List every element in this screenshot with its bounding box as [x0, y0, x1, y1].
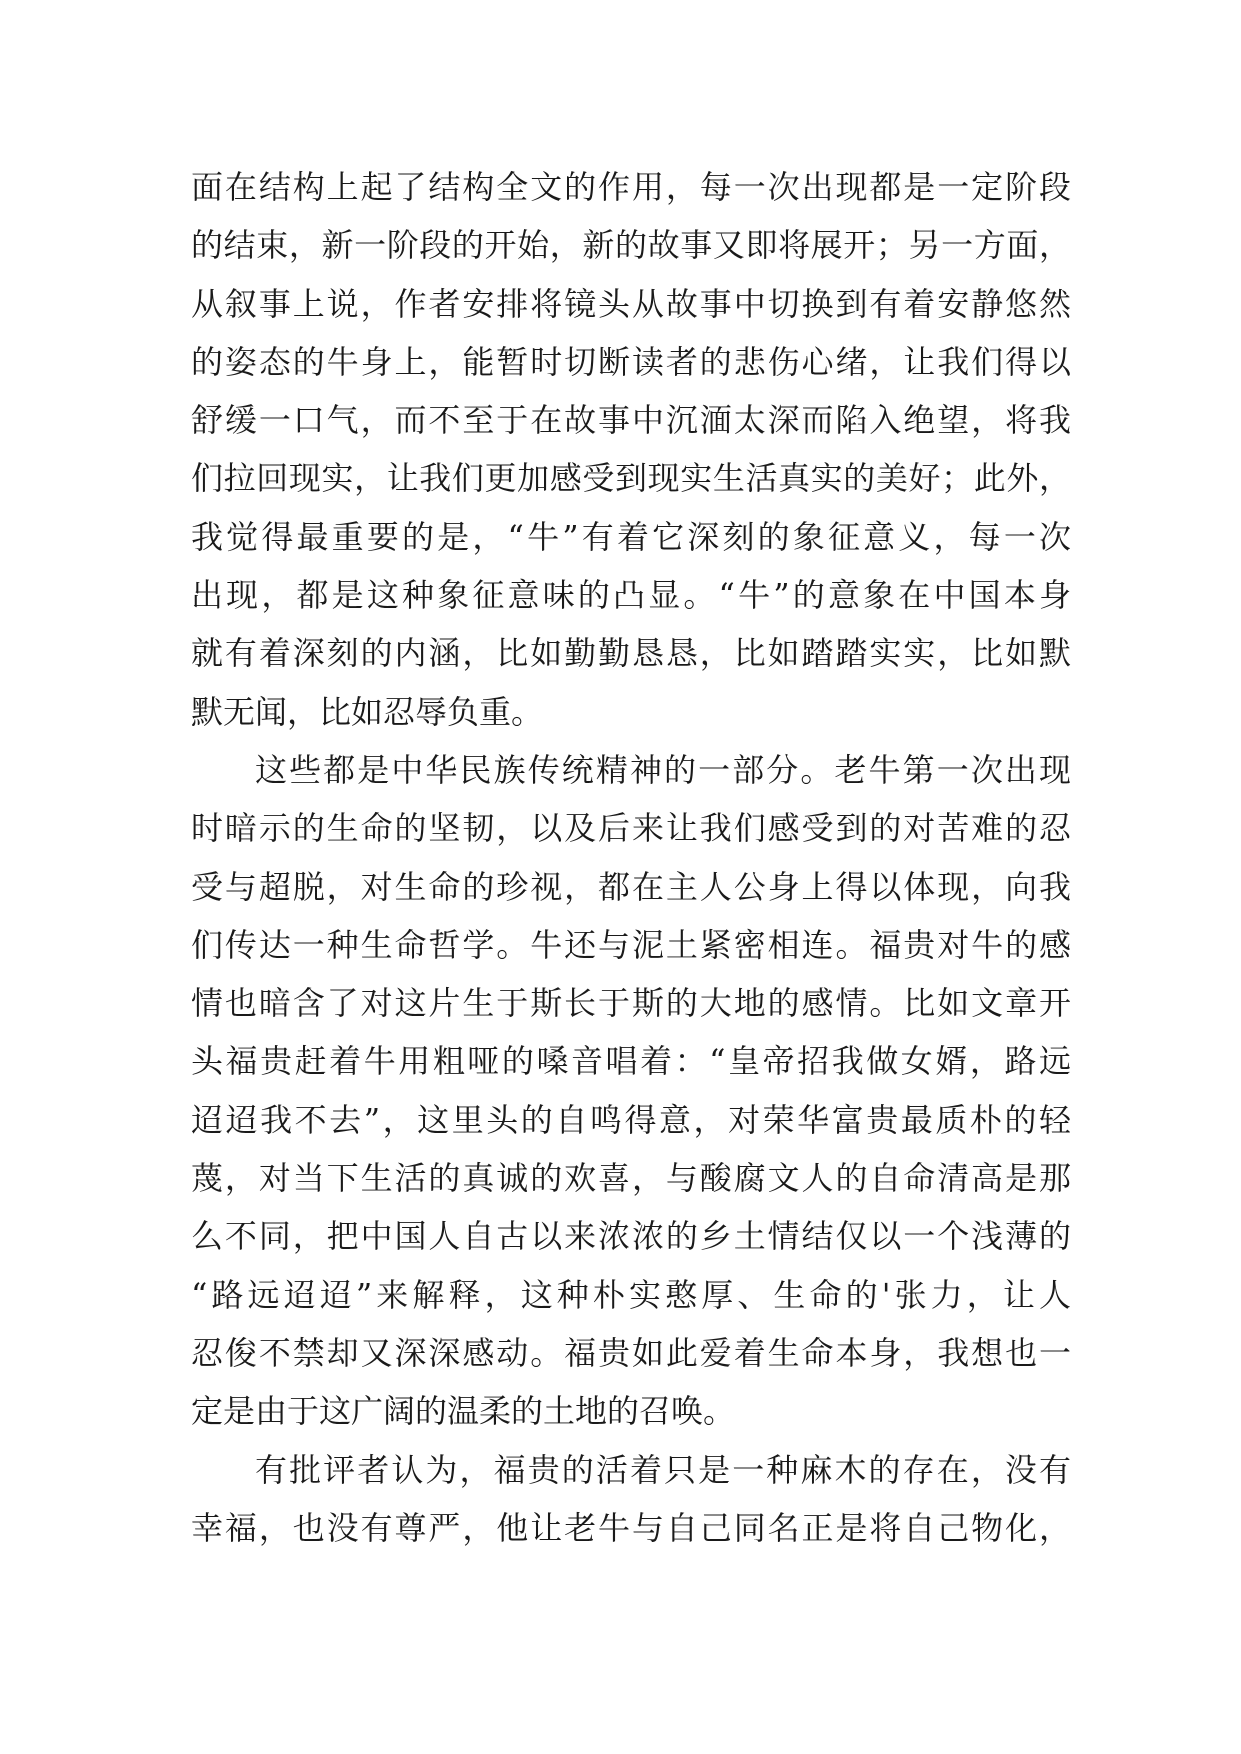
text-line: 出现，都是这种象征意味的凸显。“牛”的意象在中国本身 — [191, 576, 1071, 615]
text-line: “路远迢迢”来解释，这种朴实憨厚、生命的'张力，让人 — [191, 1275, 1071, 1314]
text-line: 面在结构上起了结构全文的作用，每一次出现都是一定阶段 — [191, 168, 1071, 206]
text-line: 迢迢我不去”，这里头的自鸣得意，对荣华富贵最质朴的轻 — [191, 1100, 1071, 1139]
body-text — [191, 158, 1071, 1557]
text-line: 受与超脱，对生命的珍视，都在主人公身上得以体现，向我 — [191, 867, 1071, 906]
text-line: 蔑，对当下生活的真诚的欢喜，与酸腐文人的自命清高是那 — [191, 1159, 1071, 1198]
text-line: 舒缓一口气，而不至于在故事中沉湎太深而陷入绝望，将我 — [191, 401, 1071, 440]
text-line: 头福贵赶着牛用粗哑的嗓音唱着：“皇帝招我做女婿，路远 — [191, 1042, 1071, 1081]
text-line: 们传达一种生命哲学。牛还与泥土紧密相连。福贵对牛的感 — [191, 925, 1071, 964]
text-line: 有批评者认为，福贵的活着只是一种麻木的存在，没有 — [255, 1450, 1071, 1489]
text-line: 我觉得最重要的是，“牛”有着它深刻的象征意义，每一次 — [191, 517, 1071, 556]
text-line: 的姿态的牛身上，能暂时切断读者的悲伤心绪，让我们得以 — [191, 342, 1071, 381]
text-line: 的结束，新一阶段的开始，新的故事又即将展开；另一方面， — [191, 226, 1071, 265]
text-line: 么不同，把中国人自古以来浓浓的乡土情结仅以一个浅薄的 — [191, 1217, 1071, 1256]
text-line: 情也暗含了对这片生于斯长于斯的大地的感情。比如文章开 — [191, 984, 1071, 1023]
text-line: 定是由于这广阔的温柔的土地的召唤。 — [191, 1392, 736, 1431]
text-line: 忍俊不禁却又深深感动。福贵如此爱着生命本身，我想也一 — [191, 1333, 1071, 1372]
paragraph-1 — [191, 158, 1071, 741]
paragraph-2 — [191, 741, 1071, 1441]
paragraph-3 — [191, 1441, 1071, 1558]
text-line: 从叙事上说，作者安排将镜头从故事中切换到有着安静悠然 — [191, 284, 1071, 323]
text-line: 就有着深刻的内涵，比如勤勤恳恳，比如踏踏实实，比如默 — [191, 634, 1071, 673]
text-line: 这些都是中华民族传统精神的一部分。老牛第一次出现 — [255, 750, 1071, 789]
text-line: 幸福，也没有尊严，他让老牛与自己同名正是将自己物化， — [191, 1508, 1071, 1547]
text-line: 们拉回现实，让我们更加感受到现实生活真实的美好；此外， — [191, 459, 1071, 498]
text-line: 默无闻，比如忍辱负重。 — [191, 692, 544, 731]
text-line: 时暗示的生命的坚韧，以及后来让我们感受到的对苦难的忍 — [191, 809, 1071, 848]
